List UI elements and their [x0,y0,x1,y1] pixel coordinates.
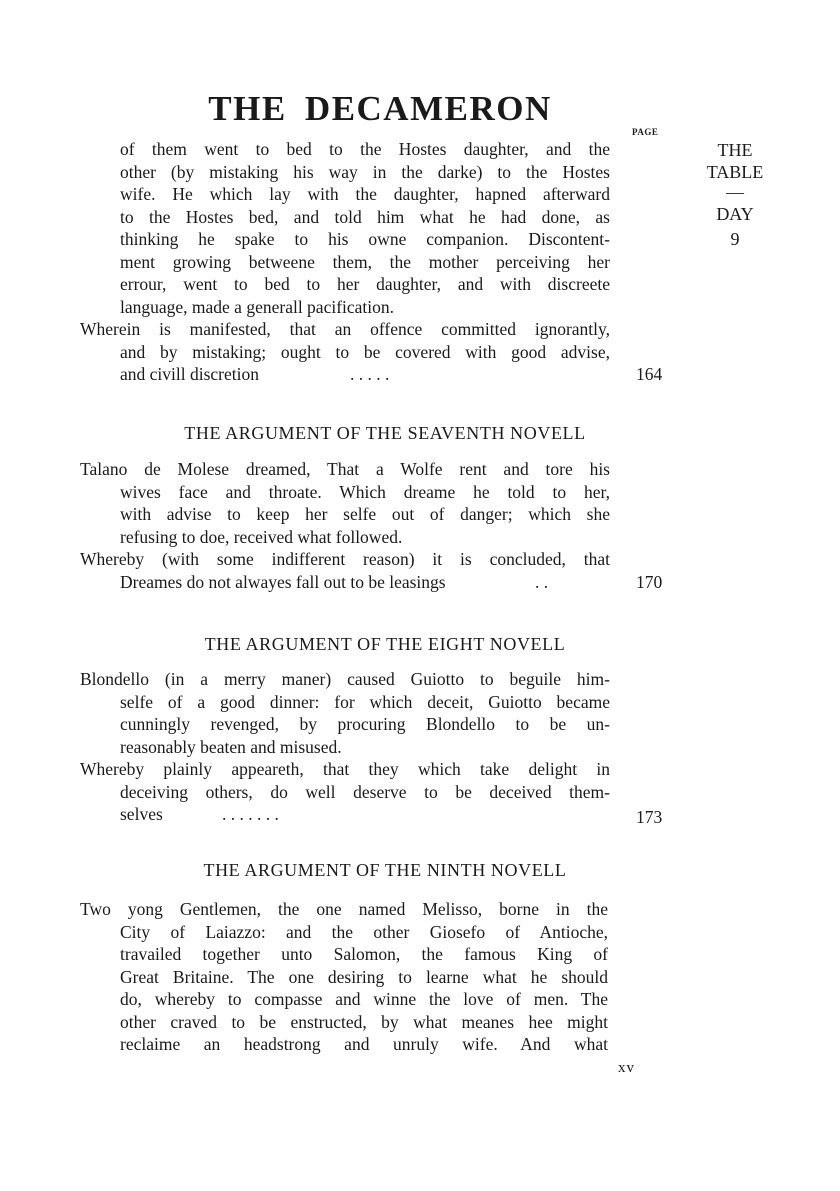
text-line: Dreames do not alwayes fall out to be leasings [120,571,446,592]
text-line: wives face and throate. Which dreame he told to her, [120,481,610,502]
text-line: wife. He which lay with the daughter, hapned afterward [120,184,610,204]
running-title: THE DECAMERON [208,89,552,128]
text-line: cunningly revenged, by procuring Blondello to be un- [120,714,610,734]
text-line: of them went to bed to the Hostes daughter, and the [120,139,610,159]
text-line: Wherein is manifested, that an offence committed ignorantly, [80,319,610,339]
text-line: selves [120,804,163,824]
text-line: Talano de Molese dreamed, That a Wolfe rent and tore his [80,459,610,479]
section-heading: THE ARGUMENT OF THE SEAVENTH NOVELL [184,423,586,443]
text-line: and civill discretion [120,364,259,384]
text-line: language, made a generall pacification. [120,296,395,317]
page-number: 164 [636,364,663,384]
dot-leader: . . [535,571,549,592]
dot-leader: . . . . . [350,364,390,384]
text-line: City of Laiazzo: and the other Giosefo of Antioche, [120,921,608,942]
sidebar-line: TABLE [706,162,764,182]
sidebar-line: DAY [716,204,754,224]
text-line: refusing to doe, received what followed. [120,526,403,547]
text-line: Whereby (with some indifferent reason) it is concluded, that [80,549,610,569]
text-line: other craved to be enstructed, by what meanes hee might [120,1011,608,1032]
page-column-label: PAGE [632,127,659,137]
text-line: selfe of a good dinner: for which deceit, Guiotto became [120,691,610,712]
text-line: deceiving others, do well deserve to be deceived them- [120,781,610,802]
text-line: errour, went to bed to her daughter, and with discreete [120,274,610,294]
text-line: reasonably beaten and misused. [120,736,342,757]
dot-leader: . . . . . . . [222,804,279,824]
text-line: ment growing betweene them, the mother perceiving her [120,251,610,272]
text-line: do, whereby to compasse and winne the love of men. The [120,989,608,1009]
page-number: 170 [636,571,663,592]
text-line: Two yong Gentlemen, the one named Melisso, borne in the [80,899,608,919]
text-line: travailed together unto Salomon, the famous King of [120,944,608,964]
text-line: with advise to keep her selfe out of danger; which she [120,504,610,524]
text-line: thinking he spake to his owne companion. Discontent- [120,229,610,249]
text-line: Whereby plainly appeareth, that they which take delight in [80,759,610,779]
sidebar-line: — [726,182,744,202]
sidebar-line: 9 [730,229,740,249]
text-line: Great Britaine. The one desiring to learne what he should [120,966,608,987]
text-line: to the Hostes bed, and told him what he had done, as [120,206,610,227]
section-heading: THE ARGUMENT OF THE NINTH NOVELL [203,860,567,880]
text-line: and by mistaking; ought to be covered with good advise, [120,341,610,362]
sidebar-line: THE [717,140,753,160]
text-line: Blondello (in a merry maner) caused Guiotto to beguile him- [80,669,610,689]
text-line: reclaime an headstrong and unruly wife. And what [120,1034,608,1054]
text-line: other (by mistaking his way in the darke) to the Hostes [120,161,610,182]
folio-page-number: xv [618,1060,635,1076]
section-heading: THE ARGUMENT OF THE EIGHT NOVELL [204,634,566,654]
page-number: 173 [636,807,663,827]
